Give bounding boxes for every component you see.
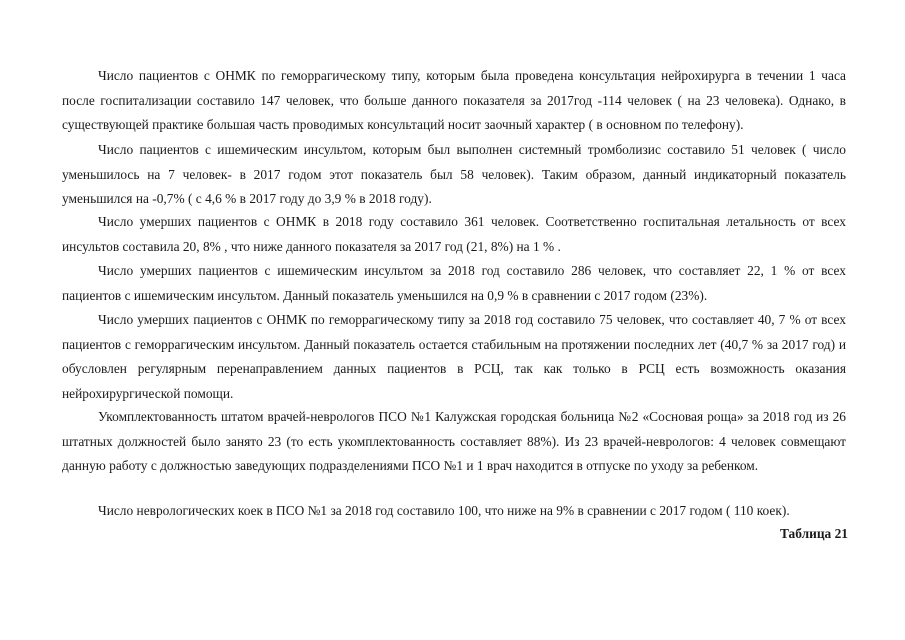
paragraph-ischemic-mortality: Число умерших пациентов с ишемическим инсультом за 2018 год составило 286 человек, что составляет 22, 1 % от всех пациентов с ишемическим инсультом. Данный показатель уменьшился на 0,9 % в сравнении с 2017 годом (23%).	[62, 263, 846, 303]
table-caption: Таблица 21	[779, 526, 848, 541]
paragraph-bed-count: Число неврологических коек в ПСО №1 за 2018 год составило 100, что ниже на 9% в сравнении с 2017 годом ( 110 коек).	[98, 503, 790, 518]
paragraph-hemorrhagic-mortality: Число умерших пациентов с ОНМК по геморрагическому типу за 2018 год составило 75 человек, что составляет 40, 7 % от всех пациентов с геморрагическим инсультом. Данный показатель остается стабильным на протяжении последних лет (40,7 % за 2017 год) и обусловлен регулярным перенаправлением данных пациентов в РСЦ, так как только в РСЦ есть возможность оказания нейрохирургической помощи.	[62, 312, 846, 401]
paragraph-total-mortality: Число умерших пациентов с ОНМК в 2018 году составило 361 человек. Соответственно госпитальная летальность от всех инсультов составила 20, 8% , что ниже данного показателя за 2017 год (21, 8%) на 1 % .	[62, 214, 846, 254]
paragraph-neurosurgeon-consultations: Число пациентов с ОНМК по геморрагическому типу, которым была проведена консультация нейрохирурга в течении 1 часа после госпитализации составило 147 человек, что больше данного показателя за 2017год -114 человек ( на 23 человека). Однако, в существующей практике большая часть проводимых консультаций носит заочный характер ( в основном по телефону).	[62, 68, 846, 132]
paragraph-thrombolysis: Число пациентов с ишемическим инсультом, которым был выполнен системный тромболизис составило 51 человек ( число уменьшилось на 7 человек- в 2017 годом этот показатель был 58 человек). Таким образом, данный индикаторный показатель уменьшился на -0,7% ( с 4,6 % в 2017 году до 3,9 % в 2018 году).	[62, 142, 846, 206]
paragraph-staffing: Укомплектованность штатом врачей-неврологов ПСО №1 Калужская городская больница №2 «Сосновая роща» за 2018 год из 26 штатных должностей было занято 23 (то есть укомплектованность составляет 88%). Из 23 врачей-неврологов: 4 человек совмещают данную работу с должностью заведующих подразделениями ПСО №1 и 1 врач находится в отпуске по уходу за ребенком.	[62, 409, 846, 473]
